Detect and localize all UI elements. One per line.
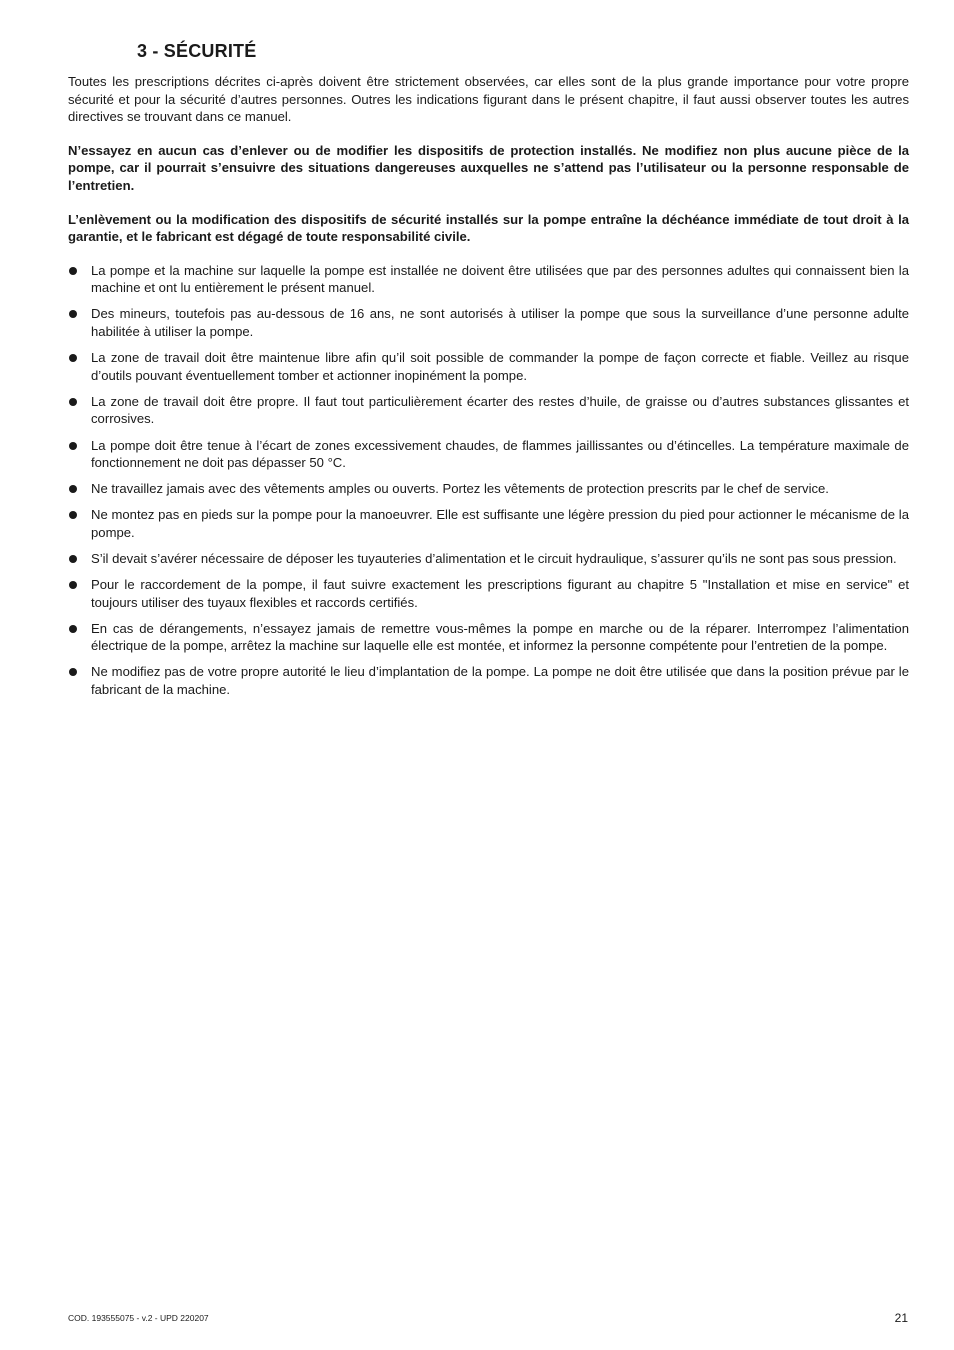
list-item-text: Ne montez pas en pieds sur la pompe pour la manoeuvrer. Elle est suffisante une légère pression du pied pour actionner le mécanisme de la pompe.	[91, 507, 909, 540]
document-body	[68, 73, 909, 707]
page-title: 3 - SÉCURITÉ	[137, 41, 257, 61]
list-item-text: La pompe et la machine sur laquelle la pompe est installée ne doivent être utilisées que par des personnes adultes qui connaissent bien la machine et ont lu entièrement le présent manuel.	[91, 262, 909, 296]
list-item	[68, 663, 909, 698]
list-item-text: Ne modifiez pas de votre propre autorité le lieu d’implantation de la pompe. La pompe ne doit être utilisée que dans la position prévue par le fabricant de la machine.	[91, 664, 909, 698]
bullet-icon	[69, 398, 77, 406]
bullet-icon	[69, 354, 77, 362]
bullet-icon	[69, 310, 77, 318]
list-item-text: S’il devait s’avérer nécessaire de déposer les tuyauteries d’alimentation et le circuit hydraulique, s’assurer qu’ils ne sont pas sous pression.	[91, 550, 897, 566]
list-item	[68, 620, 909, 655]
warning-paragraph-protection: N’essayez en aucun cas d’enlever ou de modifier les dispositifs de protection installés. Ne modifiez non plus aucune pièce de la pompe, car il pourrait s’ensuivre des situations dangereuses auxquelles ne s’attend pas l’utilisateur ou la personne responsable de l’entretien.	[68, 142, 909, 193]
bullet-icon	[69, 511, 77, 519]
document-code: COD. 193555075 - v.2 - UPD 220207	[68, 1313, 209, 1323]
list-item-text: En cas de dérangements, n’essayez jamais de remettre vous-mêmes la pompe en marche ou de la réparer. Interrompez l’alimentation électrique de la pompe, arrêtez la machine sur laquelle elle est montée, et informez la personne compétente pour l’entretien de la pompe.	[91, 620, 909, 654]
list-item-text: Des mineurs, toutefois pas au-dessous de 16 ans, ne sont autorisés à utiliser la pompe que sous la surveillance d’une personne adulte habilitée à utiliser la pompe.	[91, 306, 909, 340]
bullet-icon	[69, 668, 77, 676]
bullet-icon	[69, 625, 77, 633]
list-item-text: La zone de travail doit être propre. Il faut tout particulièrement écarter des restes d’huile, de graisse ou d’autres substances glissantes et corrosives.	[91, 393, 909, 427]
list-item-text: La zone de travail doit être maintenue libre afin qu’il soit possible de commander la pompe de façon correcte et fiable. Veillez au risque d’outils pouvant éventuellement tomber et actionner inopinément la pompe.	[91, 350, 909, 383]
list-item	[68, 506, 909, 541]
bullet-icon	[69, 442, 77, 450]
list-item	[68, 262, 909, 297]
list-item-text: Pour le raccordement de la pompe, il faut suivre exactement les prescriptions figurant au chapitre 5 "Installation et mise en service" et toujours utiliser des tuyaux flexibles et raccords certifiés.	[91, 577, 909, 610]
list-item	[68, 480, 909, 498]
list-item	[68, 393, 909, 428]
bullet-icon	[69, 581, 77, 589]
list-item	[68, 550, 909, 568]
list-item-text: La pompe doit être tenue à l’écart de zones excessivement chaudes, de flammes jaillissantes ou d’étincelles. La température maximale de fonctionnement ne doit pas dépasser 50 °C.	[91, 437, 909, 471]
list-item	[68, 576, 909, 611]
list-item	[68, 305, 909, 340]
intro-paragraph: Toutes les prescriptions décrites ci-après doivent être strictement observées, car elles sont de la plus grande importance pour votre propre sécurité et pour la sécurité d’autres personnes. Outres les indications figurant dans le présent chapitre, il faut aussi observer toutes les autres directives se trouvant dans ce manuel.	[68, 74, 909, 125]
list-item-text: Ne travaillez jamais avec des vêtements amples ou ouverts. Portez les vêtements de protection prescrits par le chef de service.	[91, 481, 829, 497]
safety-bullet-list	[68, 262, 909, 699]
bullet-icon	[69, 555, 77, 563]
page-number: 21	[894, 1311, 908, 1325]
bullet-icon	[69, 485, 77, 493]
warning-paragraph-warranty: L’enlèvement ou la modification des dispositifs de sécurité installés sur la pompe entraîne la déchéance immédiate de tout droit à la garantie, et le fabricant est dégagé de toute responsabilité civile.	[68, 211, 909, 245]
list-item	[68, 437, 909, 472]
list-item	[68, 349, 909, 384]
bullet-icon	[69, 267, 77, 275]
